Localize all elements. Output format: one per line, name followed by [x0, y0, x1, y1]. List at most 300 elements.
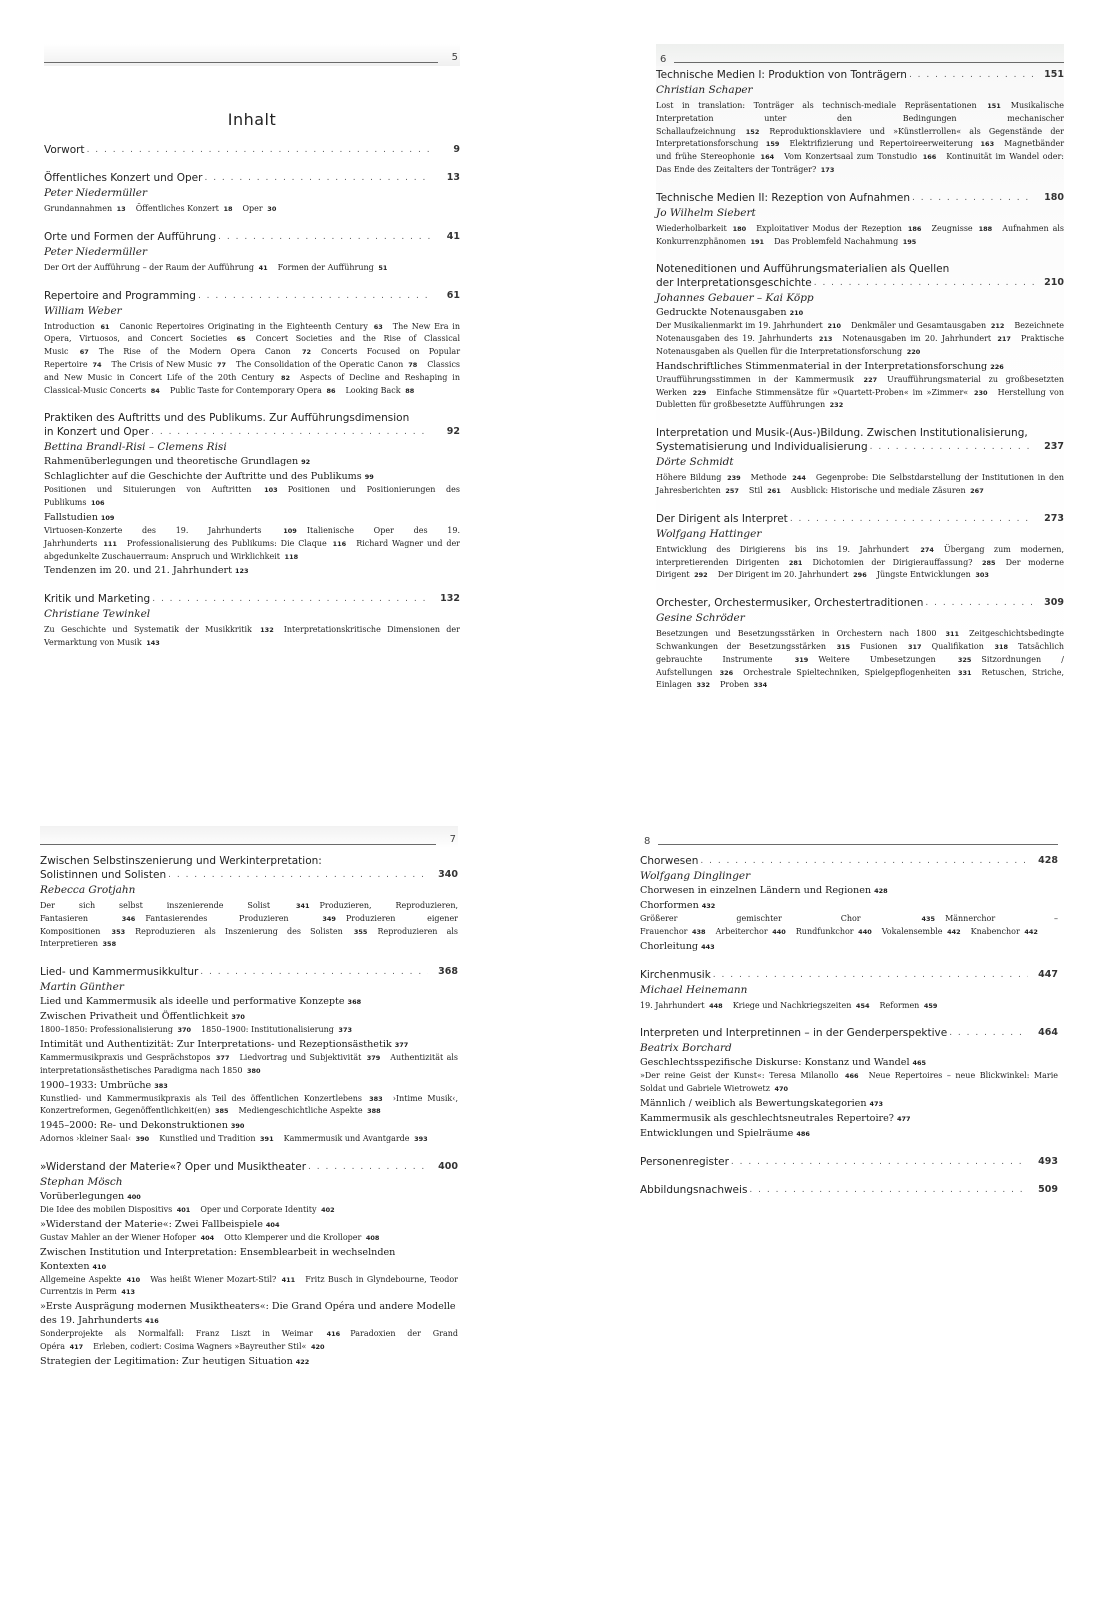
entry-title-row: [640, 1155, 1058, 1169]
entry-page: 428: [1038, 855, 1058, 866]
section-item: [656, 321, 841, 330]
section-page: 296: [853, 571, 867, 580]
section-item: [44, 263, 268, 272]
section-title: Italienische Oper des 19. Jahrhunderts: [44, 525, 460, 548]
section-title: Reproduktionsklaviere und »Künstlerrollen« als Gegenstände der Interpretationsforschung: [656, 126, 1064, 149]
section-title: Public Taste for Contemporary Opera: [169, 385, 322, 395]
entry-title: Technische Medien II: Rezeption von Aufnahmen: [656, 191, 911, 204]
section-page: 232: [829, 401, 844, 410]
entry-title: Abbildungsnachweis: [640, 1183, 748, 1196]
section-page: 410: [126, 1275, 141, 1284]
section-page: 186: [907, 224, 922, 233]
section-title: Gustav Mahler an der Wiener Hofoper: [40, 1232, 197, 1242]
section-page: 315: [836, 642, 851, 651]
leader-dots: [218, 230, 430, 244]
entry-author: Beatrix Borchard: [640, 1042, 732, 1055]
section-list: [40, 1204, 458, 1217]
section-page: 180: [732, 224, 747, 233]
toc-entry: [656, 596, 1064, 692]
section-title: Fusionen: [860, 641, 898, 651]
subheading: [40, 1218, 458, 1232]
section-title: Uraufführungsmaterial zu großbesetzten Werken: [656, 374, 1064, 397]
section-item: [751, 473, 806, 482]
section-page: 331: [957, 668, 972, 677]
leader-dots: [152, 592, 430, 606]
leader-dots: [949, 1026, 1028, 1040]
subheading: [40, 1119, 458, 1133]
section-item: [44, 204, 126, 213]
subheading: [44, 564, 460, 578]
section-title: Arbeiterchor: [715, 926, 768, 936]
leader-dots: [749, 1183, 1028, 1197]
entry-author: Martin Günther: [40, 981, 124, 994]
section-page: 303: [975, 571, 989, 580]
subheading-page: 383: [154, 1081, 168, 1090]
section-title: Uraufführungsstimmen in der Kammermusik: [656, 374, 854, 384]
section-item: [743, 668, 971, 677]
section-title: Positionen und Situierungen von Auftritten: [44, 485, 252, 495]
entry-title-line: Zwischen Selbstinszenierung und Werkinterpretation:: [40, 855, 322, 867]
subheading-page: 465: [912, 1059, 927, 1068]
leader-dots: [731, 1155, 1028, 1169]
entry-page: 13: [446, 172, 460, 183]
leader-dots: [870, 440, 1034, 454]
section-page: 267: [970, 486, 984, 495]
entry-title-row: [640, 968, 1058, 982]
section-title: Kontinuität im Wandel oder: Das Ende des Zeitalters der Tonträger?: [656, 152, 1064, 174]
entry-page: 41: [446, 230, 460, 242]
entry-title-row: [44, 143, 460, 157]
section-list: [40, 1274, 458, 1300]
section-item: [851, 321, 1004, 330]
subheading: [40, 1246, 458, 1274]
section-page: 391: [260, 1135, 274, 1144]
section-item: [932, 642, 1008, 651]
entry-page: 151: [1044, 69, 1064, 80]
section-title: Praktische Notenausgaben als Quellen für die Interpretationsforschung: [656, 334, 1064, 356]
section-item: [818, 655, 971, 664]
section-item: [749, 486, 781, 495]
page-header: [44, 44, 460, 66]
section-list: [640, 913, 1058, 939]
subheading-title: »Erste Ausprägung modernen Musiktheaters«: Die Grand Opéra und andere Modelle des 19. Jahrhunderts: [40, 1301, 456, 1327]
section-item: [860, 642, 921, 651]
section-item: [40, 1205, 190, 1214]
section-page: 109: [283, 526, 297, 535]
subheading-title: Fallstudien: [44, 511, 98, 523]
section-page: 159: [765, 140, 780, 149]
entry-title: Lied- und Kammermusikkultur: [40, 966, 199, 979]
subheading: [640, 940, 1058, 954]
subheading-page: 416: [145, 1317, 159, 1326]
section-item: [716, 388, 987, 397]
section-title: Zeugnisse: [931, 223, 973, 233]
subheading: [40, 995, 458, 1009]
section-page: 311: [945, 630, 960, 639]
section-title: Exploitativer Modus der Rezeption: [756, 223, 902, 233]
section-page: 346: [121, 914, 136, 923]
section-title: Knabenchor: [970, 926, 1020, 936]
entry-page: 273: [1044, 512, 1064, 524]
section-page: 417: [69, 1342, 84, 1351]
section-page: 416: [326, 1330, 341, 1339]
section-page: 77: [217, 360, 227, 369]
section-page: 63: [373, 322, 383, 331]
entry-title-row: [640, 854, 1058, 868]
entry-title-line: Interpretation und Musik-(Aus-)Bildung. Zwischen Institutionalisierung,: [656, 427, 1028, 440]
entry-title-row: [656, 440, 1064, 454]
section-list: [44, 624, 460, 650]
section-title: Kriege und Nachkriegszeiten: [732, 1000, 852, 1010]
section-title: Fritz Busch in Glyndebourne, Teodor Currentzis in Perm: [40, 1274, 458, 1297]
section-item: [733, 1001, 870, 1010]
section-title: Jüngste Entwicklungen: [876, 570, 971, 580]
entry-title: Kritik und Marketing: [44, 593, 151, 606]
section-title: Tatsächlich gebrauchte Instrumente: [656, 641, 1064, 664]
section-item: [284, 1134, 428, 1143]
section-list: [44, 525, 460, 563]
section-page: 448: [709, 1001, 723, 1010]
section-title: Methode: [750, 473, 787, 483]
section-list: [40, 1024, 458, 1037]
subheading: [640, 1097, 1058, 1111]
section-item: [224, 1233, 379, 1242]
section-page: 72: [301, 348, 312, 357]
entry-title-row: [656, 191, 1064, 205]
section-title: Übergang zum modernen, interpretierenden Dirigenten: [656, 544, 1065, 567]
entry-page: 493: [1038, 1155, 1058, 1167]
toc-entry: [656, 426, 1064, 498]
toc-entries: [656, 68, 1064, 692]
section-item: [40, 1233, 214, 1242]
section-page: 440: [772, 927, 786, 936]
section-item: [640, 1071, 859, 1080]
leader-dots: [912, 191, 1034, 205]
subheading-title: Rahmenüberlegungen und theoretische Grundlagen: [44, 456, 299, 468]
section-title: Magnetbänder und frühe Stereophonie: [656, 139, 1065, 162]
leader-dots: [700, 854, 1028, 868]
page-number: 8: [644, 836, 651, 847]
section-item: [40, 1275, 140, 1284]
section-page: 244: [792, 474, 806, 483]
section-title: Concert Societies and the Rise of Classical Music: [44, 334, 460, 357]
section-page: 442: [947, 927, 961, 936]
section-list: [656, 544, 1064, 582]
section-item: [842, 334, 1011, 343]
section-title: Interpretationskritische Dimensionen der Vermarktung von Musik: [44, 625, 460, 648]
leader-dots: [204, 171, 430, 185]
leader-dots: [713, 968, 1028, 982]
entry-title-row: [640, 1183, 1058, 1197]
entry-page: 368: [438, 966, 458, 978]
toc-entry: [44, 171, 460, 216]
section-title: The Consolidation of the Operatic Canon: [236, 359, 404, 369]
entry-title: Orchester, Orchestermusiker, Orchestertraditionen: [656, 597, 924, 610]
section-item: [40, 1094, 383, 1103]
subheading-page: 210: [789, 309, 804, 318]
section-title: Höhere Bildung: [656, 473, 722, 483]
subheading-title: Tendenzen im 20. und 21. Jahrhundert: [44, 565, 232, 577]
section-page: 317: [907, 642, 922, 651]
section-title: ›Intime Musik‹, Konzertreformen, Gegenöffentlichkeit(en): [40, 1093, 459, 1116]
section-item: [40, 1134, 149, 1143]
entry-title: Systematisierung und Individualisierung: [656, 441, 868, 454]
section-item: [640, 914, 935, 923]
section-title: Bezeichnete Notenausgaben des 19. Jahrhunderts: [656, 321, 1065, 344]
subheading: [656, 360, 1064, 374]
section-title: Weitere Umbesetzungen: [818, 654, 936, 664]
section-title: Wiederholbarkeit: [656, 223, 727, 233]
section-page: 74: [92, 360, 102, 369]
entry-title-row: [44, 592, 460, 606]
entry-page: 132: [440, 593, 460, 605]
section-item: [145, 914, 336, 923]
entry-title: der Interpretationsgeschichte: [656, 277, 812, 290]
subheading-page: 410: [92, 1262, 107, 1271]
entry-title: Chorwesen: [640, 855, 699, 867]
entry-author: Jo Wilhelm Siebert: [656, 206, 756, 219]
section-item: [243, 204, 277, 213]
section-title: Concerts Focused on Popular Repertoire: [44, 347, 461, 369]
section-title: Paradoxien der Grand Opéra: [40, 1329, 458, 1351]
subheading-page: 477: [896, 1114, 911, 1123]
section-page: 377: [215, 1053, 230, 1062]
section-page: 220: [906, 347, 921, 356]
section-page: 355: [353, 927, 368, 936]
page-number: 7: [449, 834, 456, 845]
subheading-page: 370: [231, 1013, 245, 1022]
subheading-title: Männlich / weiblich als Bewertungskategorien: [640, 1097, 867, 1109]
section-page: 213: [818, 335, 833, 344]
section-title: Der Ort der Aufführung – der Raum der Aufführung: [44, 262, 255, 272]
section-page: 470: [774, 1085, 789, 1094]
section-page: 370: [177, 1026, 192, 1035]
section-title: Authentizität als interpretationsästhetisches Paradigma nach 1850: [40, 1052, 459, 1075]
section-page: 212: [990, 322, 1005, 331]
subheading-title: Gedruckte Notenausgaben: [656, 307, 787, 319]
page-header: [640, 826, 1058, 848]
section-title: Der Musikalienmarkt im 19. Jahrhundert: [656, 321, 823, 331]
section-page: 217: [997, 335, 1011, 344]
section-title: 1850–1900: Institutionalisierung: [201, 1025, 334, 1035]
entry-title-row: [640, 1026, 1058, 1040]
section-item: [236, 360, 417, 369]
page-header: [40, 826, 458, 848]
section-title: Ausblick: Historische und mediale Zäsuren: [790, 485, 966, 495]
subheading: [44, 455, 460, 469]
section-title: Virtuosen-Konzerte des 19. Jahrhunderts: [44, 525, 262, 535]
section-page: 116: [332, 539, 347, 548]
subheading-page: 123: [234, 567, 249, 576]
section-page: 230: [974, 388, 988, 397]
section-item: [791, 486, 984, 495]
section-page: 420: [310, 1342, 325, 1351]
subheading-title: Zwischen Privatheit und Öffentlichkeit: [40, 1011, 229, 1023]
entry-author: Rebecca Grotjahn: [40, 884, 136, 896]
section-title: Positionen und Positionierungen des Publikums: [44, 485, 460, 508]
toc-page-6: [656, 44, 1064, 692]
section-title: The Crisis of New Music: [111, 359, 213, 369]
section-title: Stil: [748, 485, 763, 495]
section-page: 18: [223, 205, 233, 213]
section-page: 229: [692, 388, 707, 397]
subheading-page: 109: [100, 513, 115, 522]
section-item: [111, 360, 226, 369]
entry-title: Repertoire and Programming: [44, 289, 196, 302]
section-title: Lost in translation: Tonträger als technisch-mediale Repräsentationen: [656, 101, 977, 110]
section-item: [135, 927, 367, 936]
section-page: 67: [79, 348, 89, 357]
section-page: 164: [760, 153, 775, 162]
section-page: 86: [326, 386, 336, 395]
subheading-page: 422: [295, 1357, 310, 1366]
section-title: Adornos ›kleiner Saal‹: [40, 1134, 132, 1144]
section-page: 13: [116, 205, 126, 213]
section-item: [120, 322, 383, 331]
subheading: [640, 1127, 1058, 1141]
entry-title: Öffentliches Konzert und Oper: [44, 172, 203, 184]
section-item: [640, 1001, 723, 1010]
section-list: [640, 1000, 1058, 1013]
section-title: 1800–1850: Professionalisierung: [40, 1025, 173, 1035]
section-title: Mediengeschichtliche Aspekte: [238, 1106, 363, 1116]
section-page: 166: [922, 153, 937, 162]
section-title: Grundannahmen: [44, 204, 113, 213]
entry-title: Solistinnen und Solisten: [40, 869, 167, 881]
section-title: Notenausgaben im 20. Jahrhundert: [842, 334, 992, 344]
subheading: [40, 1079, 458, 1093]
entry-page: 400: [438, 1160, 458, 1172]
entry-title: Der Dirigent als Interpret: [656, 512, 788, 525]
section-title: Sonderprojekte als Normalfall: Franz Liszt in Weimar: [40, 1329, 313, 1339]
section-page: 349: [322, 914, 336, 923]
section-page: 239: [727, 474, 741, 483]
section-title: Produzieren eigener Kompositionen: [40, 913, 458, 936]
section-item: [656, 101, 1001, 110]
section-page: 438: [692, 927, 706, 936]
toc-entries: [40, 854, 458, 1369]
subheading-title: Intimität und Authentizität: Zur Interpretations- und Rezeptionsästhetik: [40, 1038, 392, 1050]
toc-entry: [44, 411, 460, 578]
entry-title-row: [44, 230, 460, 244]
section-page: 143: [146, 639, 160, 648]
entry-title-row: [40, 1160, 458, 1174]
section-page: 30: [267, 205, 277, 213]
entry-page: 509: [1038, 1183, 1058, 1195]
section-title: Öffentliches Konzert: [135, 204, 219, 213]
entry-page: 309: [1044, 597, 1064, 609]
toc-page-8: [640, 826, 1058, 1197]
section-item: [44, 526, 297, 535]
toc-entries: [640, 854, 1058, 1197]
subheading-title: 1945–2000: Re- und Dekonstruktionen: [40, 1120, 228, 1132]
entry-title: Technische Medien I: Produktion von Tonträgern: [656, 69, 907, 81]
section-page: 454: [855, 1001, 870, 1010]
section-list: [656, 100, 1064, 177]
section-page: 353: [111, 927, 126, 936]
section-page: 404: [200, 1233, 215, 1242]
section-list: [44, 321, 460, 398]
subheading-title: Entwicklungen und Spielräume: [640, 1127, 794, 1139]
entry-title: Kirchenmusik: [640, 968, 711, 981]
section-page: 285: [981, 558, 996, 567]
section-item: [656, 629, 959, 638]
toc-entries: [44, 143, 460, 650]
toc-entry: [40, 1160, 458, 1369]
entry-title-row: [44, 289, 460, 303]
section-title: Zeitgeschichtsbedingte Schwankungen der Besetzungsstärken: [656, 629, 1064, 651]
toc-entry: [656, 262, 1064, 412]
toc-entry: [44, 289, 460, 398]
section-item: [796, 927, 872, 936]
section-list: [40, 1052, 458, 1078]
leader-dots: [168, 868, 428, 882]
subheading: [640, 899, 1058, 913]
section-title: Introduction: [44, 321, 95, 331]
subheading: [640, 1056, 1058, 1070]
section-title: Gegenprobe: Die Selbstdarstellung der Institutionen in den Jahresberichten: [656, 473, 1065, 495]
entry-author: Peter Niedermüller: [44, 245, 147, 258]
section-list: [656, 472, 1064, 498]
section-title: Dichotomien der Dirigierauffassung?: [812, 557, 973, 567]
entry-title: Personenregister: [640, 1155, 729, 1168]
subheading: [40, 1190, 458, 1204]
subheading: [40, 1010, 458, 1024]
entry-author: Johannes Gebauer – Kai Köpp: [656, 292, 814, 305]
section-title: Herstellung von Dubletten für großbesetzte Aufführungen: [656, 387, 1065, 410]
section-item: [93, 1342, 324, 1351]
section-page: 188: [978, 224, 993, 233]
section-title: Der moderne Dirigent: [656, 557, 1064, 580]
subheading-title: Chorleitung: [640, 940, 699, 952]
entry-page: 9: [453, 144, 460, 155]
section-title: Orchestrale Spieltechniken, Spielgepflogenheiten: [743, 667, 951, 677]
leader-dots: [87, 143, 430, 157]
page-number: 6: [660, 54, 667, 65]
entry-title-row: [656, 596, 1064, 610]
leader-dots: [814, 276, 1034, 290]
section-page: 103: [264, 486, 278, 495]
section-item: [127, 539, 346, 548]
subheading: [40, 1355, 458, 1369]
section-title: »Der reine Geist der Kunst«: Teresa Milanollo: [640, 1071, 839, 1081]
section-item: [656, 545, 934, 554]
subheading-page: 432: [701, 902, 716, 910]
subheading-title: Vorüberlegungen: [40, 1190, 125, 1202]
toc-entry: [656, 191, 1064, 249]
section-item: [170, 386, 336, 395]
section-list: [656, 628, 1064, 692]
section-item: [278, 263, 388, 272]
entry-page: 92: [446, 426, 460, 438]
section-item: [656, 224, 746, 233]
section-item: [784, 152, 936, 161]
section-page: 261: [767, 486, 781, 495]
section-page: 84: [150, 386, 160, 395]
subheading-page: 443: [701, 942, 715, 951]
section-title: Otto Klemperer und die Krolloper: [224, 1232, 362, 1242]
section-item: [150, 1275, 295, 1284]
section-page: 380: [246, 1066, 261, 1075]
section-title: Rundfunkchor: [795, 926, 854, 936]
entry-page: 340: [438, 869, 458, 880]
section-page: 292: [694, 571, 708, 580]
subheading-title: Chorwesen in einzelnen Ländern und Regionen: [640, 885, 872, 896]
section-item: [774, 237, 916, 246]
section-page: 408: [365, 1233, 380, 1242]
entry-title-row: [656, 68, 1064, 82]
section-page: 325: [957, 655, 972, 664]
